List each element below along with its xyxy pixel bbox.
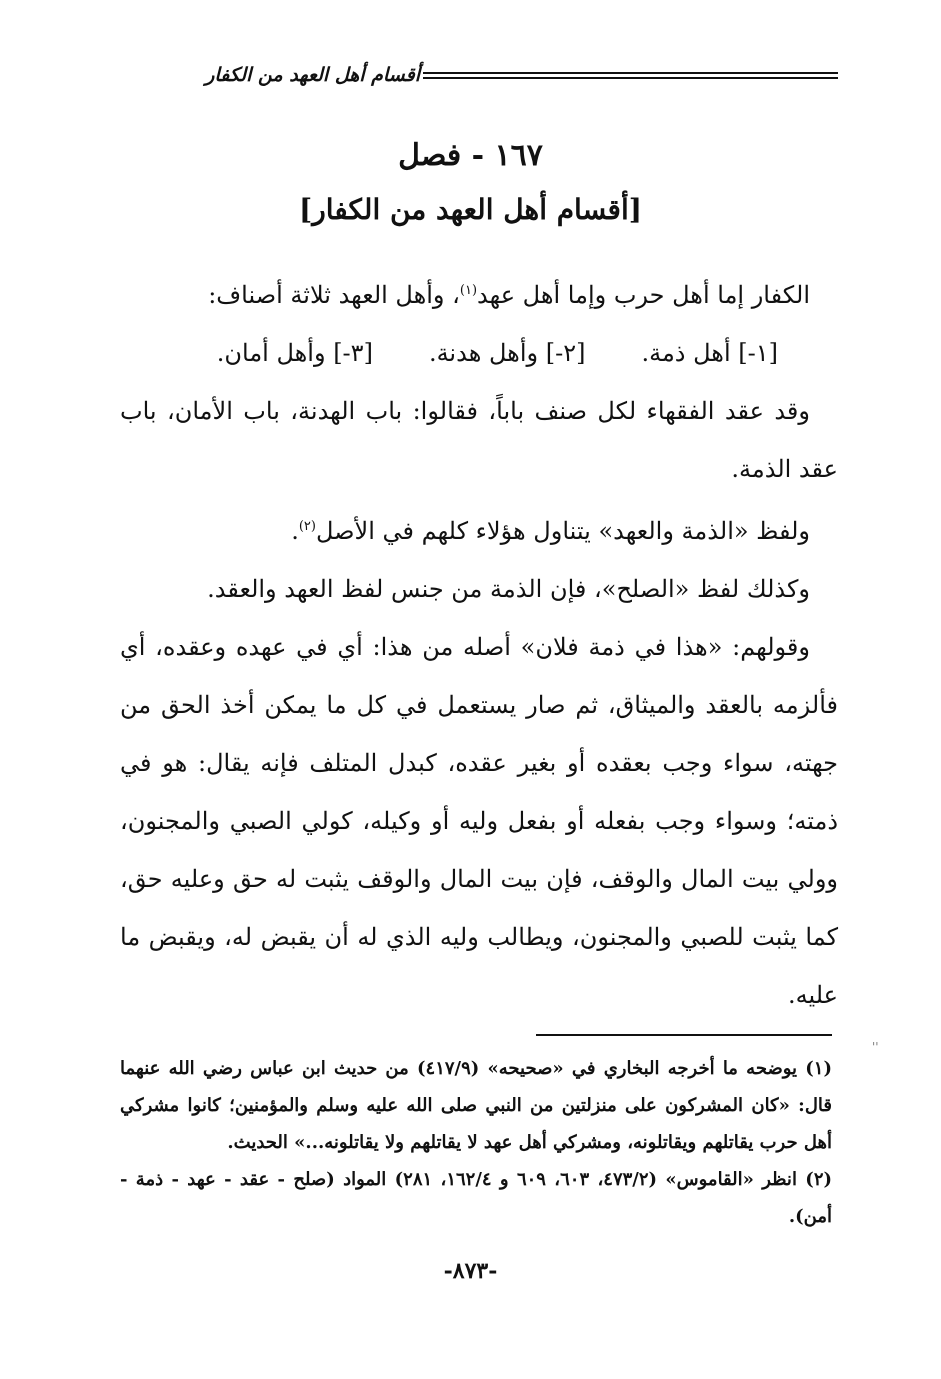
- running-header: [120, 64, 838, 94]
- paragraph-1-tail: ، وأهل العهد ثلاثة أصناف:: [208, 281, 460, 309]
- main-text: [120, 262, 838, 1024]
- paragraph-3-text: ولفظ «الذمة والعهد» يتناول هؤلاء كلهم في الأصل: [315, 517, 810, 545]
- paragraph-3: [120, 498, 838, 560]
- header-rule-line-2: [423, 77, 838, 79]
- paragraph-4: وكذلك لفظ «الصلح»، فإن الذمة من جنس لفظ العهد والعقد.: [207, 575, 810, 603]
- page-number: -٨٧٣-: [443, 1258, 498, 1284]
- header-rule-line-1: [423, 72, 838, 74]
- margin-mark: '': [872, 1040, 879, 1054]
- classes-list: [120, 324, 838, 382]
- paragraph-1: [120, 262, 838, 324]
- paragraph-1-text: الكفار إما أهل حرب وإما أهل عهد: [477, 281, 810, 309]
- paragraph-3-tail: .: [291, 517, 299, 545]
- footnote-ref-2: (٢): [298, 519, 316, 534]
- chapter-number: ١٦٧ - فصل: [398, 138, 543, 173]
- class-item-3: [٣-] وأهل أمان.: [216, 339, 373, 367]
- class-item-2: [٢-] وأهل هدنة.: [428, 339, 586, 367]
- paragraph-5: وقولهم: «هذا في ذمة فلان» أصله من هذا: أي في عهده وعقده، أي فألزمه بالعقد والميثاق، ثم صار يستعمل في كل ما يمكن أخذ الحق من جهته، سواء وجب بعقده أو بغير عقده، كبدل المتلف فإنه يقال: هو في ذمته؛ وسواء وجب بفعله أو بفعل وليه أو وكيله، كولي الصبي والمجنون، وولي بيت المال والوقف، فإن بيت المال والوقف يثبت له حق وعليه حق، كما يثبت للصبي والمجنون، ويطالب وليه الذي له أن يقبض له، ويقبض ما عليه.: [120, 633, 838, 1009]
- header-rule: [423, 64, 838, 94]
- footnote-2: (٢) انظر «القاموس» (٤٧٣/٢، ٦٠٣، ٦٠٩ و ١٦٢/٤، ٢٨١) المواد (صلح - عقد - عهد - ذمة - أمن).: [120, 1169, 833, 1227]
- footnote-separator: [536, 1034, 832, 1036]
- class-item-1: [١-] أهل ذمة.: [641, 339, 778, 367]
- chapter-title: [أقسام أهل العهد من الكفار]: [299, 193, 642, 226]
- running-title: أقسام أهل العهد من الكفار: [205, 64, 420, 86]
- footnote-ref-1: (١): [459, 283, 478, 298]
- paragraph-2: وقد عقد الفقهاء لكل صنف باباً، فقالوا: باب الهدنة، باب الأمان، باب عقد الذمة.: [120, 397, 838, 483]
- footnote-1: (١) يوضحه ما أخرجه البخاري في «صحيحه» (٤١٧/٩) من حديث ابن عباس رضي الله عنهما قال: «كان المشركون على منزلتين من النبي صلى الله عليه وسلم والمؤمنين؛ كانوا مشركي أهل حرب يقاتلهم ويقاتلونه، ومشركي أهل عهد لا يقاتلهم ولا يقاتلونه...» الحديث.: [120, 1058, 832, 1153]
- footnotes: [120, 1050, 832, 1235]
